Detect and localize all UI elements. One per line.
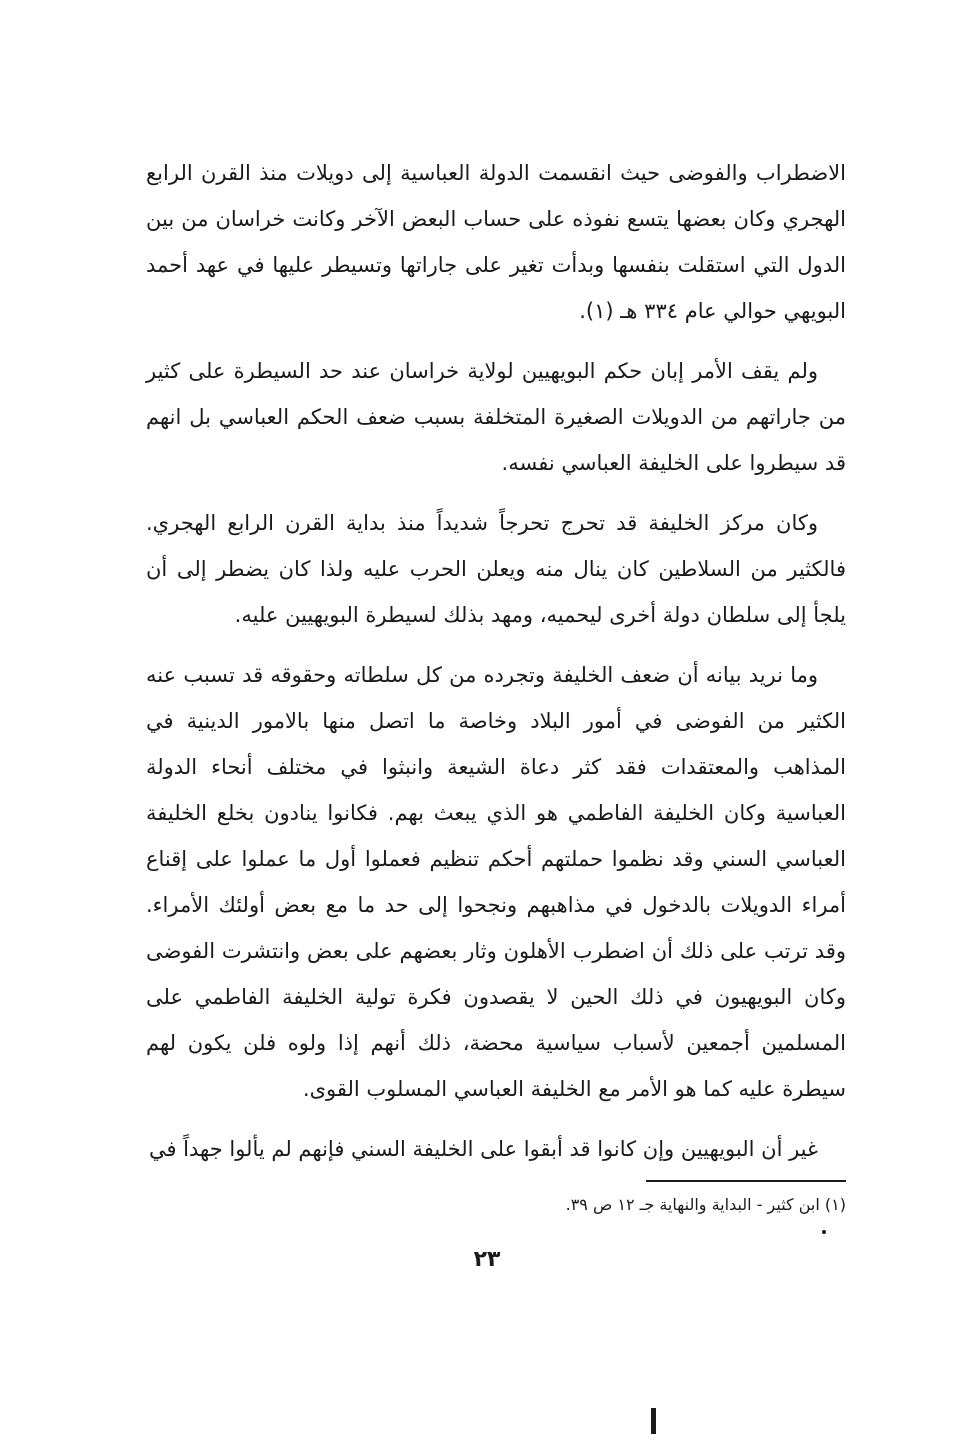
footnote: (١) ابن كثير - البداية والنهاية جـ ١٢ ص ٣٩. xyxy=(565,1195,846,1214)
paragraph-2: ولم يقف الأمر إبان حكم البويهيين لولاية خراسان عند حد السيطرة على كثير من جاراتهم من الدويلات الصغيرة المتخلفة بسبب ضعف الحكم العباسي بل انهم قد سيطروا على الخليفة العباسي نفسه. xyxy=(146,359,846,475)
body-text xyxy=(146,150,846,1186)
paragraph-3: وكان مركز الخليفة قد تحرج تحرجاً شديداً منذ بداية القرن الرابع الهجري. فالكثير من السلاطين كان ينال منه ويعلن الحرب عليه ولذا كان يضطر إلى أن يلجأ إلى سلطان دولة أخرى ليحميه، ومهد بذلك لسيطرة البويهيين عليه. xyxy=(146,511,846,627)
paragraph-5: غير أن البويهيين وإن كانوا قد أبقوا على الخليفة السني فإنهم لم يألوا جهداً في xyxy=(148,1137,818,1161)
paragraph-4: وما نريد بيانه أن ضعف الخليفة وتجرده من كل سلطاته وحقوقه قد تسبب عنه الكثير من الفوضى في أمور البلاد وخاصة ما اتصل منها بالامور الدينية في المذاهب والمعتقدات فقد كثر دعاة الشيعة وانبثوا في مختلف أنحاء الدولة العباسية وكان الخليفة الفاطمي هو الذي يبعث بهم. فكانوا ينادون بخلع الخليفة العباسي السني وقد نظموا حملتهم أحكم تنظيم فعملوا أول ما عملوا على إقناع أمراء الدويلات بالدخول في مذاهبهم ونجحوا إلى حد ما مع بعض أولئك الأمراء. وقد ترتب على ذلك أن اضطرب الأهلون وثار بعضهم على بعض وانتشرت الفوضى وكان البويهيون في ذلك الحين لا يقصدون فكرة تولية الخليفة الفاطمي على المسلمين أجمعين لأسباب سياسية محضة، ذلك أنهم إذا ولوه فلن يكون لهم سيطرة عليه كما هو الأمر مع الخليفة العباسي المسلوب القوى. xyxy=(146,663,846,1101)
paragraph-1: الاضطراب والفوضى حيث انقسمت الدولة العباسية إلى دويلات منذ القرن الرابع الهجري وكان بعضها يتسع نفوذه على حساب البعض الآخر وكانت خراسان من بين الدول التي استقلت بنفسها وبدأت تغير على جاراتها وتسيطر عليها في عهد أحمد البويهي حوالي عام ٣٣٤ هـ (١). xyxy=(146,161,846,323)
scan-edge-mark xyxy=(651,1408,656,1434)
footnote-dot-mark xyxy=(822,1230,826,1234)
footnote-separator xyxy=(646,1180,846,1182)
page-number: ٢٣ xyxy=(473,1247,501,1272)
